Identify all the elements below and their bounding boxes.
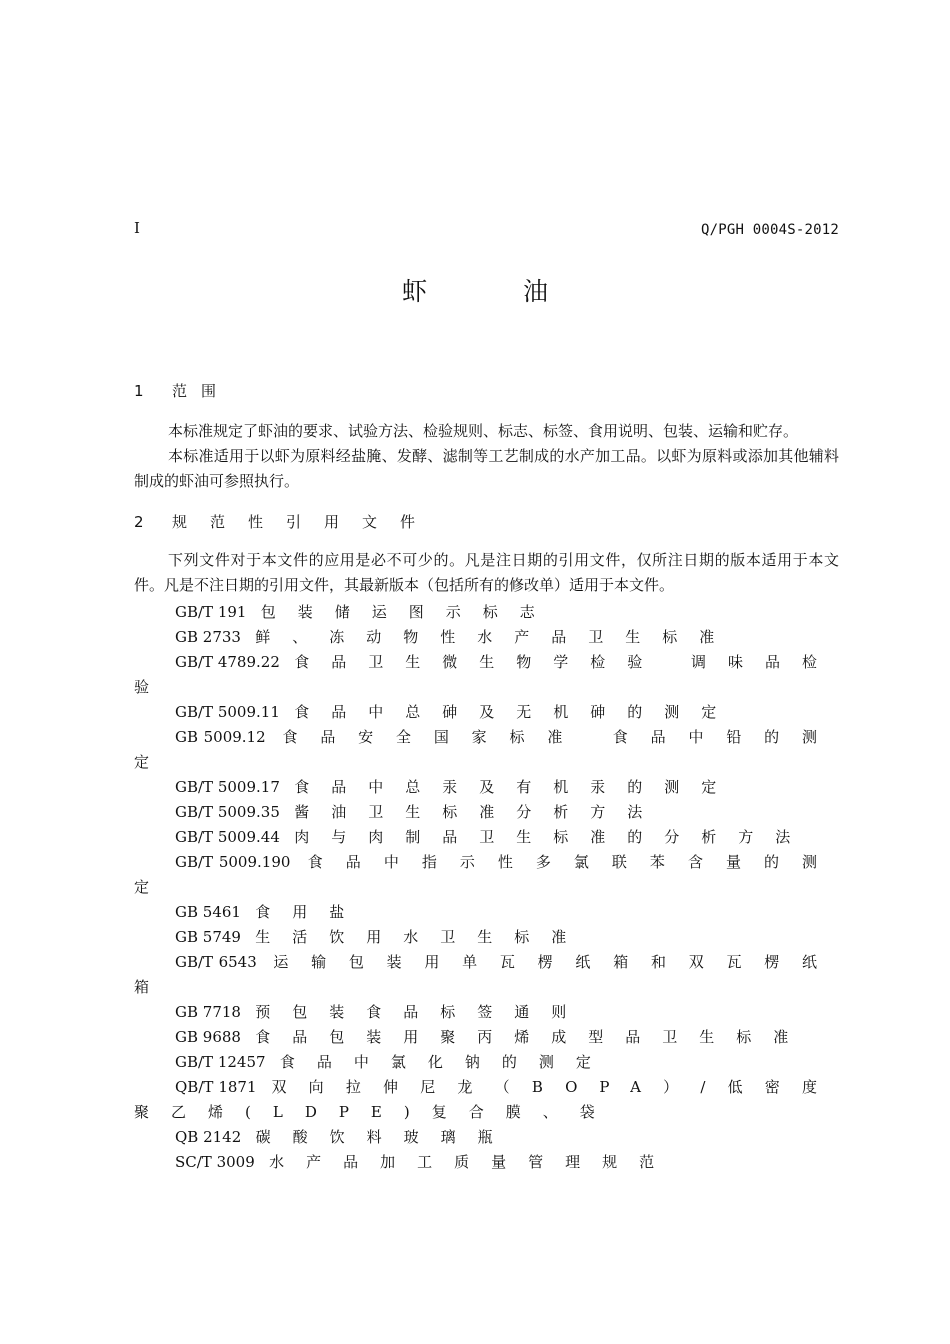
reference-item	[134, 700, 839, 725]
reference-code: GB 7718	[175, 1003, 241, 1021]
reference-code: GB 2733	[175, 628, 241, 646]
reference-title: 碳酸饮料玻璃瓶	[255, 1128, 515, 1146]
reference-item	[134, 775, 839, 800]
reference-item	[134, 1150, 839, 1175]
reference-item	[134, 1050, 839, 1075]
reference-code: SC/T 3009	[175, 1153, 255, 1171]
section-1-paragraph: 本标准适用于以虾为原料经盐腌、发酵、滤制等工艺制成的水产加工品。以虾为原料或添加其他辅料制成的虾油可参照执行。	[134, 447, 839, 490]
reference-code: GB/T 5009.35	[175, 803, 280, 821]
document-title	[0, 272, 950, 308]
section-number: 1	[134, 382, 144, 400]
section-1-paragraph: 本标准规定了虾油的要求、试验方法、检验规则、标志、标签、食用说明、包装、运输和贮存。	[168, 422, 799, 440]
reference-title: 食品中总砷及无机砷的测定	[294, 703, 739, 721]
section-2-intro: 下列文件对于本文件的应用是必不可少的。凡是注日期的引用文件，仅所注日期的版本适用于本文件。凡是不注日期的引用文件，其最新版本（包括所有的修改单）适用于本文件。	[134, 551, 839, 594]
title-char-2: 油	[523, 277, 549, 306]
reference-title: 食品卫生微生物学检验 调味品检验	[134, 653, 839, 696]
title-char-1: 虾	[401, 277, 427, 306]
reference-item	[134, 650, 839, 700]
reference-code: QB 2142	[175, 1128, 242, 1146]
reference-code: GB/T 4789.22	[175, 653, 280, 671]
reference-title: 酱油卫生标准分析方法	[294, 803, 665, 821]
reference-title: 包装储运图示标志	[260, 603, 557, 621]
reference-item	[134, 600, 839, 625]
reference-title: 肉与肉制品卫生标准的分析方法	[294, 828, 813, 846]
reference-code: GB 5749	[175, 928, 241, 946]
reference-title: 食品包装用聚丙烯成型品卫生标准	[255, 1028, 811, 1046]
reference-title: 双向拉伸尼龙（BOPA）/低密度聚乙烯(LDPE)复合膜、袋	[134, 1078, 840, 1121]
section-1-heading	[134, 380, 230, 401]
reference-code: GB/T 12457	[175, 1053, 266, 1071]
reference-item	[134, 725, 839, 775]
reference-list	[134, 600, 839, 1175]
reference-item	[134, 925, 839, 950]
reference-item	[134, 1125, 839, 1150]
reference-title: 食品中总汞及有机汞的测定	[294, 778, 739, 796]
reference-code: GB/T 5009.17	[175, 778, 280, 796]
reference-code: GB/T 191	[175, 603, 247, 621]
reference-item	[134, 950, 839, 1000]
reference-title: 食品中氯化钠的测定	[279, 1053, 613, 1071]
reference-title: 生活饮用水卫生标准	[255, 928, 589, 946]
section-title: 规范性引用文件	[172, 513, 439, 531]
reference-item	[134, 900, 839, 925]
reference-item	[134, 800, 839, 825]
reference-code: QB/T 1871	[175, 1078, 257, 1096]
reference-code: GB/T 6543	[175, 953, 257, 971]
section-title: 范围	[172, 382, 231, 400]
reference-title: 食品中指示性多氯联苯含量的测定	[134, 853, 839, 896]
reference-item	[134, 850, 839, 900]
reference-item	[134, 625, 839, 650]
reference-item	[134, 1025, 839, 1050]
reference-title: 鲜、冻动物性水产品卫生标准	[255, 628, 737, 646]
reference-title: 预包装食品标签通则	[255, 1003, 589, 1021]
reference-code: GB 5009.12	[175, 728, 266, 746]
section-number: 2	[134, 513, 144, 531]
reference-title: 运输包装用单瓦楞纸箱和双瓦楞纸箱	[134, 953, 839, 996]
reference-code: GB 5461	[175, 903, 241, 921]
reference-title: 食用盐	[255, 903, 367, 921]
reference-code: GB/T 5009.190	[175, 853, 291, 871]
section-2-heading	[134, 511, 438, 532]
reference-item	[134, 825, 839, 850]
reference-code: GB/T 5009.11	[175, 703, 280, 721]
page-number: I	[134, 219, 140, 237]
reference-item	[134, 1000, 839, 1025]
standard-code: Q/PGH 0004S-2012	[700, 222, 839, 238]
reference-item	[134, 1075, 839, 1125]
reference-title: 水产品加工质量管理规范	[269, 1153, 677, 1171]
reference-title: 食品安全国家标准 食品中铅的测定	[134, 728, 839, 771]
reference-code: GB/T 5009.44	[175, 828, 280, 846]
reference-code: GB 9688	[175, 1028, 241, 1046]
